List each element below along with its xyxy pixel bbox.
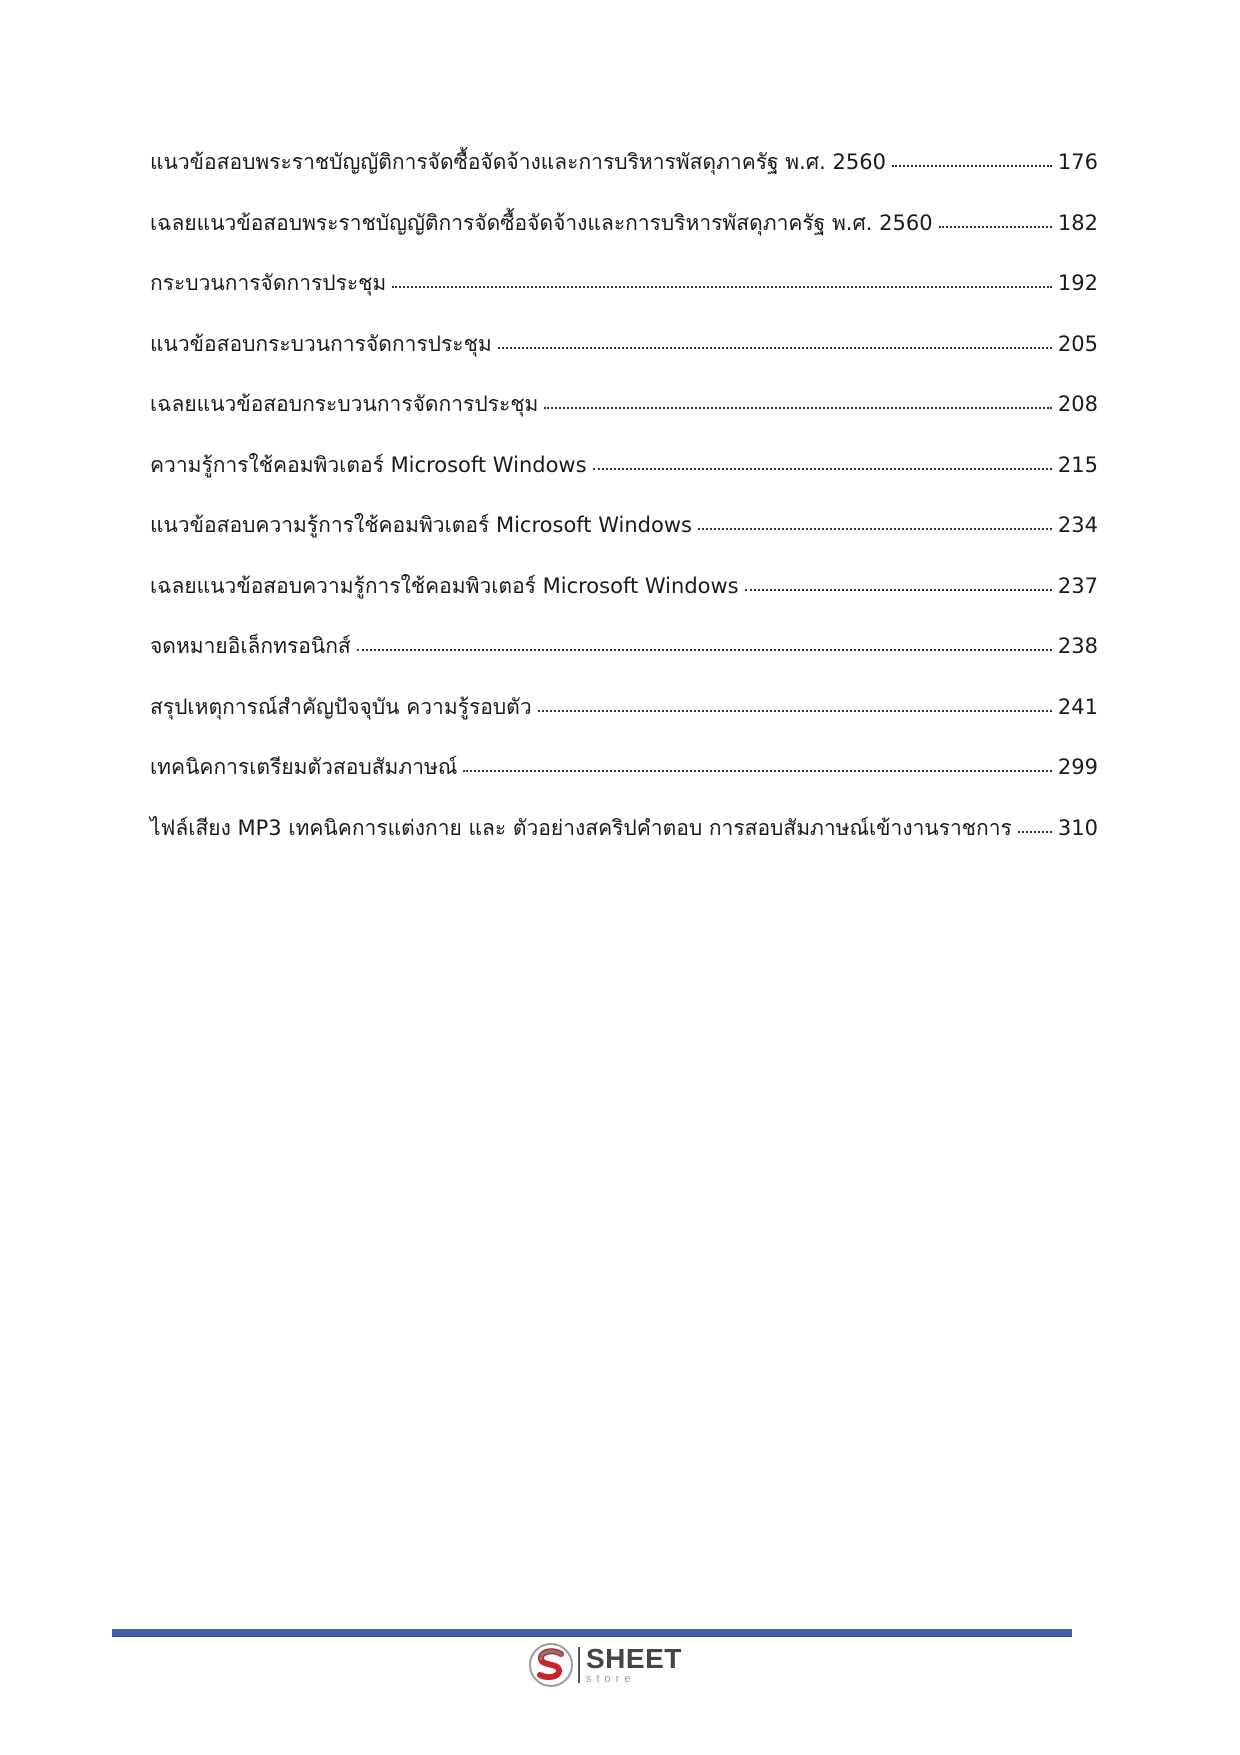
toc-entry-title: เทคนิคการเตรียมตัวสอบสัมภาษณ์ xyxy=(150,755,458,779)
toc-entry[interactable] xyxy=(150,390,1098,451)
toc-leader-dots xyxy=(392,285,1052,288)
toc-entry[interactable] xyxy=(150,572,1098,633)
toc-entry[interactable] xyxy=(150,693,1098,754)
toc-entry-title: กระบวนการจัดการประชุม xyxy=(150,271,387,295)
toc-entry[interactable] xyxy=(150,148,1098,209)
toc-entry[interactable] xyxy=(150,511,1098,572)
toc-entry-title: จดหมายอิเล็กทรอนิกส์ xyxy=(150,634,351,658)
toc-entry-page: 192 xyxy=(1057,271,1098,295)
logo-wordmark xyxy=(586,1645,682,1685)
toc-entry[interactable] xyxy=(150,209,1098,270)
toc-leader-dots xyxy=(357,648,1052,651)
toc-entry-title: แนวข้อสอบพระราชบัญญัติการจัดซื้อจัดจ้างและการบริหารพัสดุภาครัฐ พ.ศ. 2560 xyxy=(150,150,886,174)
toc-entry-title: เฉลยแนวข้อสอบความรู้การใช้คอมพิวเตอร์ Microsoft Windows xyxy=(150,573,739,598)
footer-divider xyxy=(112,1629,1072,1637)
toc-leader-dots xyxy=(498,346,1052,349)
toc-entry-page: 215 xyxy=(1057,452,1098,477)
table-of-contents xyxy=(150,148,1098,874)
logo-word: SHEET xyxy=(586,1643,682,1674)
logo-subword: store xyxy=(586,1673,636,1685)
toc-entry[interactable] xyxy=(150,330,1098,391)
toc-entry-page: 234 xyxy=(1057,513,1098,537)
toc-entry-page: 182 xyxy=(1057,210,1098,235)
toc-entry-page: 310 xyxy=(1057,815,1098,840)
toc-entry-page: 241 xyxy=(1057,694,1098,719)
toc-leader-dots xyxy=(745,588,1052,591)
toc-entry-title: แนวข้อสอบกระบวนการจัดการประชุม xyxy=(150,331,492,356)
toc-leader-dots xyxy=(538,709,1052,712)
toc-leader-dots xyxy=(698,527,1052,530)
toc-leader-dots xyxy=(1018,830,1052,833)
toc-entry-page: 176 xyxy=(1057,150,1098,174)
toc-entry-title: สรุปเหตุการณ์สำคัญปัจจุบัน ความรู้รอบตัว xyxy=(150,694,532,719)
toc-leader-dots xyxy=(892,164,1052,167)
toc-leader-dots xyxy=(939,225,1052,228)
sheet-store-logo xyxy=(528,1642,682,1688)
toc-entry-page: 237 xyxy=(1057,573,1098,598)
sheet-store-s-logo-icon xyxy=(528,1642,574,1688)
logo-separator xyxy=(578,1647,580,1683)
toc-entry-title: ความรู้การใช้คอมพิวเตอร์ Microsoft Windows xyxy=(150,452,587,477)
toc-entry-title: เฉลยแนวข้อสอบพระราชบัญญัติการจัดซื้อจัดจ้างและการบริหารพัสดุภาครัฐ พ.ศ. 2560 xyxy=(150,210,933,235)
toc-entry-title: แนวข้อสอบความรู้การใช้คอมพิวเตอร์ Microsoft Windows xyxy=(150,513,692,537)
toc-leader-dots xyxy=(463,769,1052,772)
toc-entry[interactable] xyxy=(150,753,1098,814)
toc-entry-title: เฉลยแนวข้อสอบกระบวนการจัดการประชุม xyxy=(150,392,539,416)
toc-entry[interactable] xyxy=(150,451,1098,512)
toc-entry-page: 208 xyxy=(1057,392,1098,416)
toc-leader-dots xyxy=(544,406,1052,409)
toc-entry[interactable] xyxy=(150,814,1098,875)
toc-entry-page: 238 xyxy=(1057,634,1098,658)
toc-entry-title: ไฟล์เสียง MP3 เทคนิคการแต่งกาย และ ตัวอย่างสคริปคำตอบ การสอบสัมภาษณ์เข้างานราชการ xyxy=(150,815,1012,840)
toc-entry[interactable] xyxy=(150,269,1098,330)
toc-entry[interactable] xyxy=(150,632,1098,693)
toc-entry-page: 299 xyxy=(1057,755,1098,779)
toc-leader-dots xyxy=(593,467,1052,470)
toc-entry-page: 205 xyxy=(1057,331,1098,356)
